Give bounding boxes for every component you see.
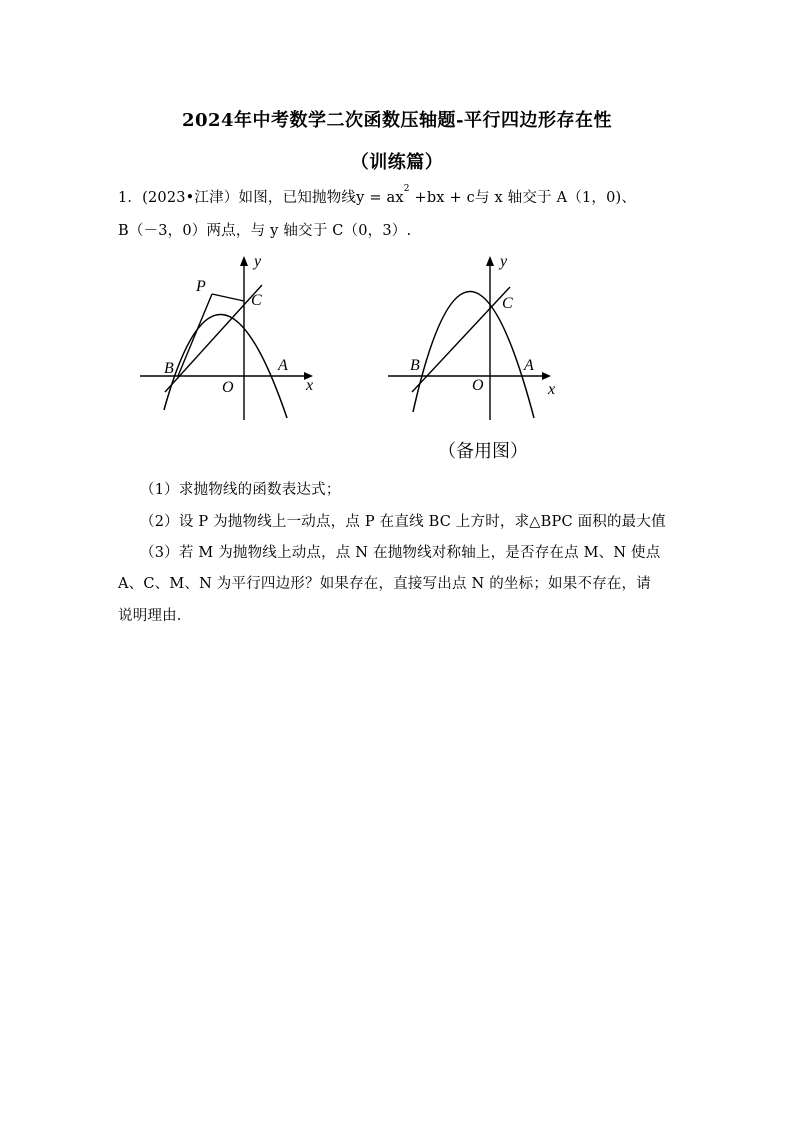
- label-y: y: [500, 253, 508, 270]
- y-axis-arrow: [240, 256, 248, 266]
- question-3-line2: A、C、M、N 为平行四边形？如果存在，直接写出点 N 的坐标；如果不存在，请: [118, 576, 651, 592]
- question-1: （1）求抛物线的函数表达式；: [140, 482, 341, 498]
- label-x: x: [306, 377, 314, 394]
- label-a: A: [278, 357, 288, 374]
- problem-intro-line2: B（－3，0）两点，与 y 轴交于 C（0，3）.: [118, 223, 412, 239]
- exponent: 2: [403, 184, 410, 194]
- x-axis-arrow: [542, 372, 551, 380]
- label-b: B: [164, 360, 174, 377]
- label-a: A: [524, 357, 534, 374]
- label-o: O: [472, 377, 484, 394]
- segment-bp: [178, 294, 212, 376]
- intro-text-a: 1．(2023•江津）如图，已知抛物线y = ax: [118, 190, 404, 206]
- intro-text-b: +bx + c与 x 轴交于 A（1，0)、: [409, 190, 637, 206]
- page-subtitle: （训练篇）: [350, 152, 444, 173]
- parabola: [413, 291, 534, 418]
- figure-backup: [380, 245, 580, 430]
- label-o: O: [222, 379, 234, 396]
- question-3-line1: （3）若 M 为抛物线上动点，点 N 在抛物线对称轴上，是否存在点 M、N 使点: [140, 545, 661, 561]
- problem-intro-line1: [118, 186, 636, 207]
- y-axis-arrow: [486, 256, 494, 266]
- page-title: 2024年中考数学二次函数压轴题-平行四边形存在性: [181, 110, 613, 131]
- segment-pc: [212, 294, 244, 301]
- label-c: C: [502, 295, 513, 312]
- label-x: x: [548, 381, 556, 398]
- label-c: C: [251, 292, 262, 309]
- question-3-line3: 说明理由.: [118, 608, 182, 624]
- question-2: （2）设 P 为抛物线上一动点，点 P 在直线 BC 上方时，求△BPC 面积的最大值: [140, 514, 666, 530]
- label-b: B: [410, 357, 420, 374]
- label-p: P: [196, 278, 206, 295]
- figure-main: [130, 245, 330, 430]
- label-y: y: [254, 253, 262, 270]
- figure-caption: （备用图）: [438, 441, 528, 462]
